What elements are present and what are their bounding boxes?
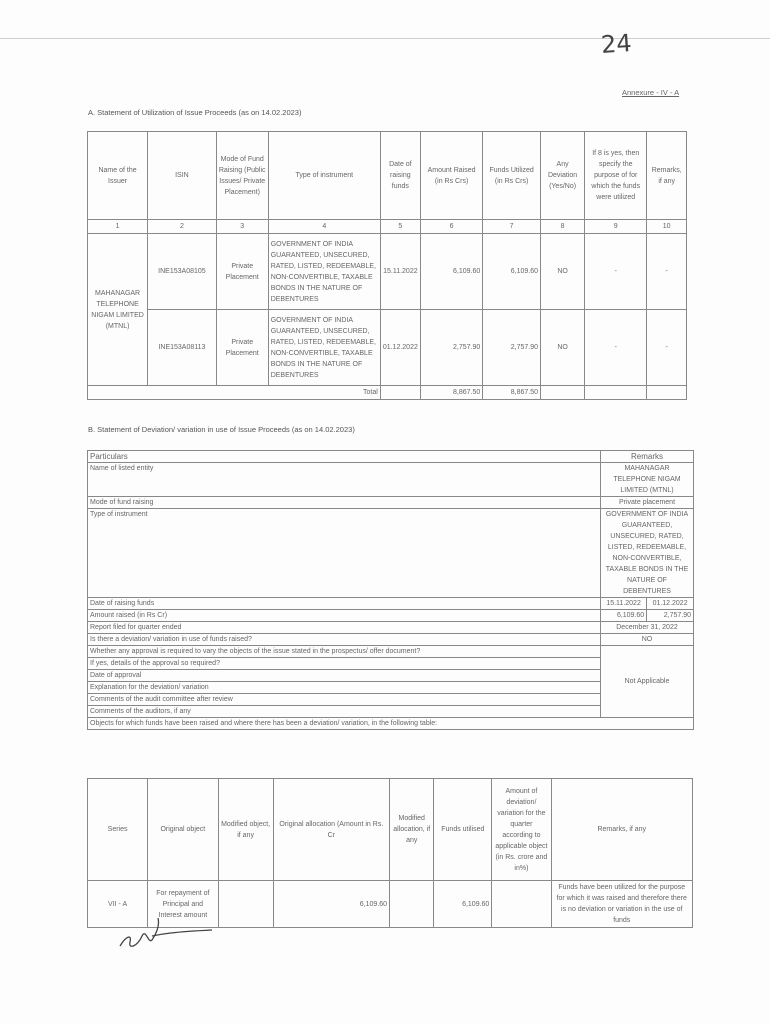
particular-label: Name of listed entity [88, 463, 601, 497]
particular-value: 6,109.60 [601, 610, 647, 622]
original-object: For repayment of Principal and Interest amount [148, 881, 218, 928]
col-number: 6 [420, 220, 482, 234]
particular-value: GOVERNMENT OF INDIA GUARANTEED, UNSECURED, RATED, LISTED, REDEEMABLE, NON-CONVERTIBLE, TAXABLE BONDS IN THE NATURE OF DEBENTURES [601, 509, 694, 598]
raising-date: 15.11.2022 [380, 234, 420, 310]
particular-value: 01.12.2022 [647, 598, 694, 610]
col-header: Remarks, if any [647, 132, 687, 220]
col-number-row [88, 220, 687, 234]
table-row [88, 497, 694, 509]
total-row [88, 386, 687, 400]
particular-value: December 31, 2022 [601, 622, 694, 634]
col-number: 8 [541, 220, 585, 234]
col-header: Any Deviation (Yes/No) [541, 132, 585, 220]
scan-edge-line [0, 38, 770, 39]
deviation-statement-table [87, 450, 694, 730]
col-header: Funds Utilized (in Rs Crs) [483, 132, 541, 220]
col-number: 7 [483, 220, 541, 234]
particular-label: Is there a deviation/ variation in use of funds raised? [88, 634, 601, 646]
col-number: 1 [88, 220, 148, 234]
section-a-title: A. Statement of Utilization of Issue Proceeds (as on 14.02.2023) [88, 108, 302, 117]
col-header: Modified allocation, if any [390, 779, 434, 881]
instrument-type: GOVERNMENT OF INDIA GUARANTEED, UNSECURED, RATED, LISTED, REDEEMABLE, NON-CONVERTIBLE, TAXABLE BONDS IN THE NATURE OF DEBENTURES [268, 310, 380, 386]
funds-utilised: 6,109.60 [434, 881, 492, 928]
col-header: Original object [148, 779, 218, 881]
col-header: ISIN [148, 132, 217, 220]
col-number: 5 [380, 220, 420, 234]
raising-date: 01.12.2022 [380, 310, 420, 386]
col-header: Amount Raised (in Rs Crs) [420, 132, 482, 220]
particular-label: Explanation for the deviation/ variation [88, 682, 601, 694]
col-header: Funds utilised [434, 779, 492, 881]
table-row [88, 598, 694, 610]
particular-value: NO [601, 634, 694, 646]
deviation-amount [492, 881, 551, 928]
modified-object [218, 881, 273, 928]
table-row [88, 509, 694, 598]
particular-label: If yes, details of the approval so required? [88, 658, 601, 670]
handwritten-page-number: 24 [600, 28, 633, 60]
table-row [88, 646, 694, 658]
particular-value: 15.11.2022 [601, 598, 647, 610]
table-row [88, 234, 687, 310]
objects-label: Objects for which funds have been raised and where there has been a deviation/ variation, in the following table: [88, 718, 694, 730]
col-header: Remarks, if any [551, 779, 693, 881]
particular-label: Comments of the auditors, if any [88, 706, 601, 718]
utilization-table [87, 131, 687, 400]
col-number: 4 [268, 220, 380, 234]
section-b-title: B. Statement of Deviation/ variation in use of Issue Proceeds (as on 14.02.2023) [88, 425, 355, 434]
amount-raised: 2,757.90 [420, 310, 482, 386]
series: VII - A [88, 881, 148, 928]
particular-label: Whether any approval is required to vary the objects of the issue stated in the prospectus/ offer document? [88, 646, 601, 658]
table-header-row [88, 451, 694, 463]
col-header: Original allocation (Amount in Rs. Cr [273, 779, 389, 881]
total-amount: 8,867.50 [420, 386, 482, 400]
particular-value: Private placement [601, 497, 694, 509]
fund-mode: Private Placement [216, 310, 268, 386]
col-header: Amount of deviation/ variation for the quarter according to applicable object (in Rs. crore and in%) [492, 779, 551, 881]
table-header-row [88, 779, 693, 881]
particular-label: Comments of the audit committee after review [88, 694, 601, 706]
table-row [88, 463, 694, 497]
table-row [88, 622, 694, 634]
table-row [88, 634, 694, 646]
col-number: 10 [647, 220, 687, 234]
particular-label: Mode of fund raising [88, 497, 601, 509]
particulars-header: Particulars [88, 451, 601, 463]
purpose: - [585, 234, 647, 310]
col-header: Series [88, 779, 148, 881]
funds-utilized: 6,109.60 [483, 234, 541, 310]
modified-allocation [390, 881, 434, 928]
signature [112, 906, 222, 956]
remarks: - [647, 234, 687, 310]
table-header-row [88, 132, 687, 220]
deviation: NO [541, 234, 585, 310]
particular-value: Not Applicable [601, 646, 694, 718]
table-row [88, 610, 694, 622]
purpose: - [585, 310, 647, 386]
issuer-name: MAHANAGAR TELEPHONE NIGAM LIMITED (MTNL) [88, 234, 148, 386]
table-row [88, 310, 687, 386]
original-allocation: 6,109.60 [273, 881, 389, 928]
table-row [88, 718, 694, 730]
instrument-type: GOVERNMENT OF INDIA GUARANTEED, UNSECURED, RATED, LISTED, REDEEMABLE, NON-CONVERTIBLE, TAXABLE BONDS IN THE NATURE OF DEBENTURES [268, 234, 380, 310]
particular-label: Amount raised (in Rs Cr) [88, 610, 601, 622]
remarks: Funds have been utilized for the purpose for which it was raised and therefore there is no deviation or variation in the use of funds [551, 881, 693, 928]
particular-label: Type of instrument [88, 509, 601, 598]
fund-mode: Private Placement [216, 234, 268, 310]
col-number: 9 [585, 220, 647, 234]
col-header: Name of the Issuer [88, 132, 148, 220]
particular-label: Report filed for quarter ended [88, 622, 601, 634]
col-number: 2 [148, 220, 217, 234]
isin: INE153A08105 [148, 234, 217, 310]
col-header: Type of instrument [268, 132, 380, 220]
col-header: Mode of Fund Raising (Public Issues/ Private Placement) [216, 132, 268, 220]
particular-value: 2,757.90 [647, 610, 694, 622]
col-header: Date of raising funds [380, 132, 420, 220]
remarks: - [647, 310, 687, 386]
particular-value: MAHANAGAR TELEPHONE NIGAM LIMITED (MTNL) [601, 463, 694, 497]
remarks-header: Remarks [601, 451, 694, 463]
deviation: NO [541, 310, 585, 386]
particular-label: Date of raising funds [88, 598, 601, 610]
col-number: 3 [216, 220, 268, 234]
isin: INE153A08113 [148, 310, 217, 386]
col-header: If 8 is yes, then specify the purpose of for which the funds were utilized [585, 132, 647, 220]
amount-raised: 6,109.60 [420, 234, 482, 310]
total-label: Total [88, 386, 381, 400]
funds-utilized: 2,757.90 [483, 310, 541, 386]
annexure-label: Annexure - IV - A [622, 88, 680, 97]
total-utilized: 8,867.50 [483, 386, 541, 400]
col-header: Modified object, if any [218, 779, 273, 881]
particular-label: Date of approval [88, 670, 601, 682]
